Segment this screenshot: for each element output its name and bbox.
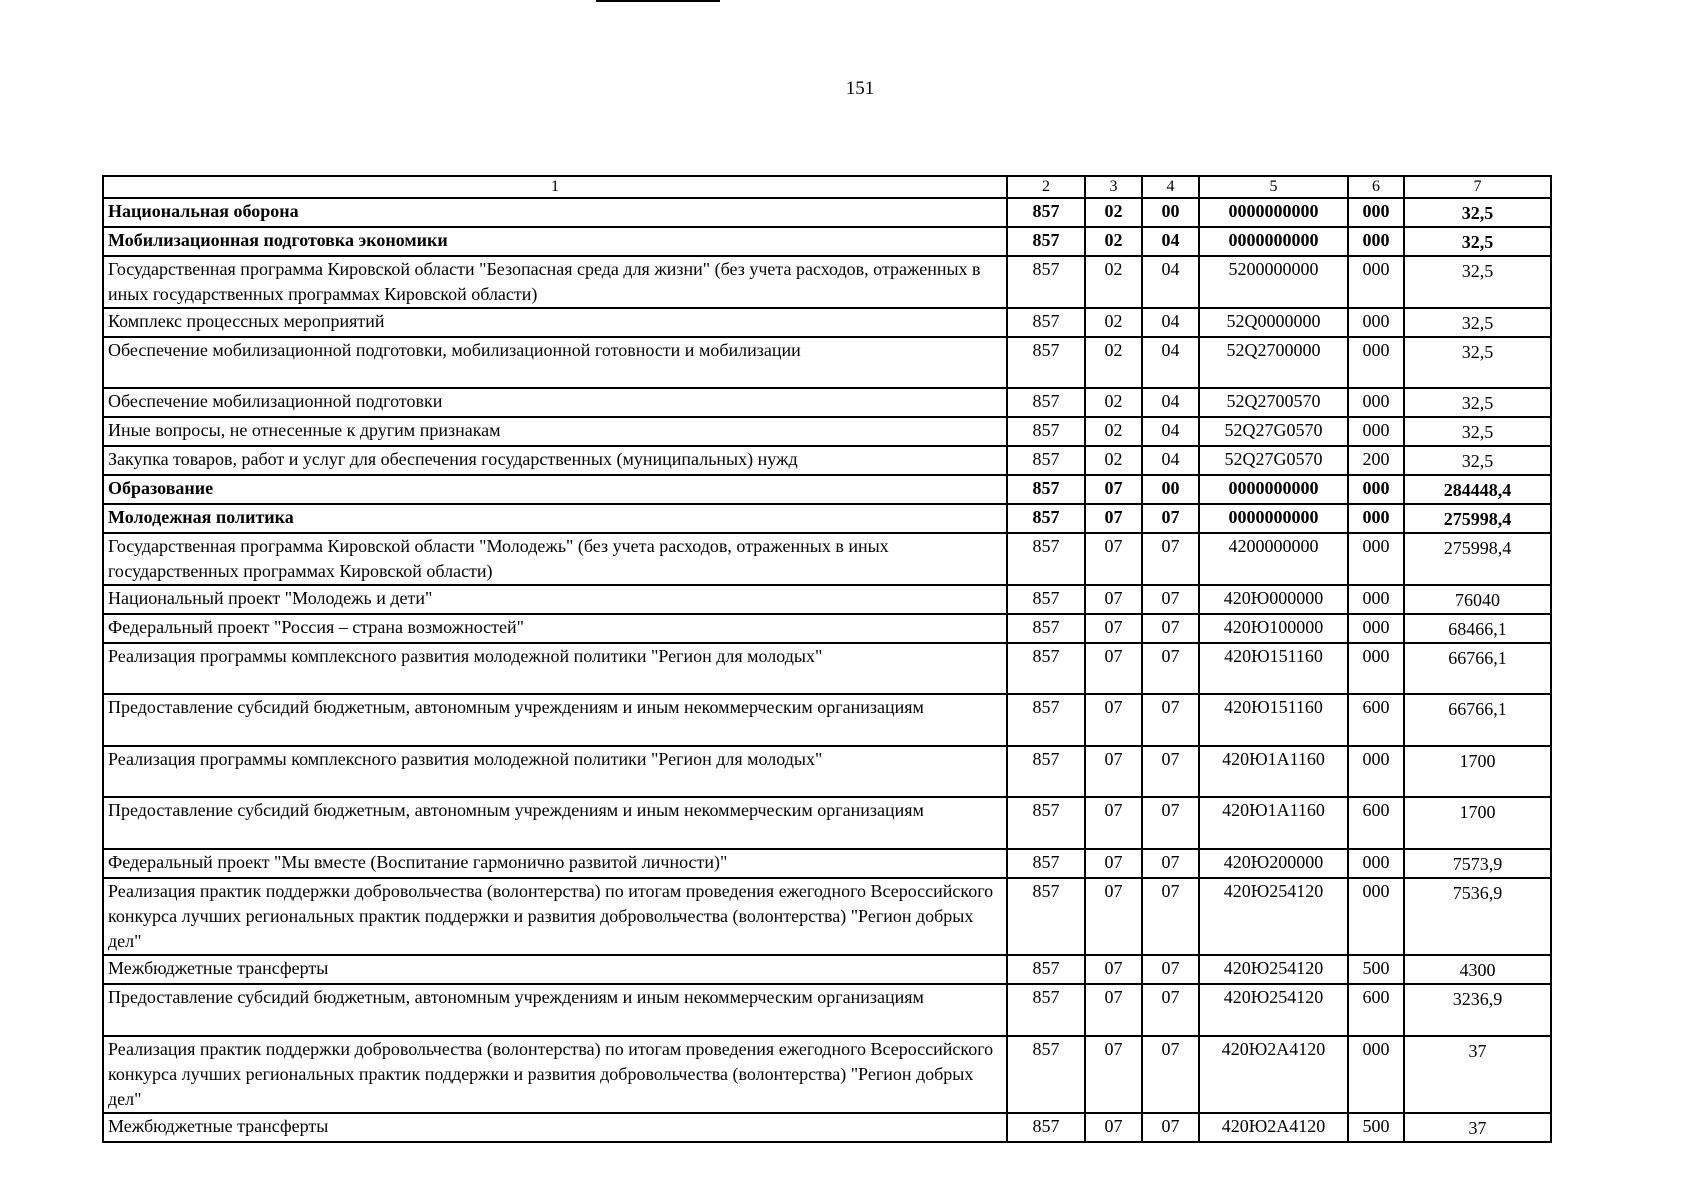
expense-type-cell: 000 (1348, 1036, 1404, 1113)
table-row (103, 256, 1551, 308)
table-body (103, 176, 1551, 1142)
amount-cell: 275998,4 (1404, 504, 1551, 533)
amount-cell: 32,5 (1404, 388, 1551, 417)
amount-cell: 37 (1404, 1113, 1551, 1142)
section-code-cell: 07 (1085, 694, 1142, 746)
amount-cell: 66766,1 (1404, 694, 1551, 746)
target-article-cell: 52Q0000000 (1199, 308, 1348, 337)
expense-type-cell: 000 (1348, 878, 1404, 955)
table-row (103, 797, 1551, 849)
item-name-cell: Закупка товаров, работ и услуг для обеспечения государственных (муниципальных) нужд (103, 446, 1007, 475)
item-name-cell: Реализация программы комплексного развития молодежной политики "Регион для молодых" (103, 746, 1007, 797)
column-header: 2 (1007, 176, 1085, 198)
table-row (103, 198, 1551, 227)
department-code-cell: 857 (1007, 585, 1085, 614)
item-name-cell: Федеральный проект "Мы вместе (Воспитание гармонично развитой личности)" (103, 849, 1007, 878)
amount-cell: 4300 (1404, 955, 1551, 984)
section-code-cell: 02 (1085, 388, 1142, 417)
expense-type-cell: 000 (1348, 849, 1404, 878)
expense-type-cell: 000 (1348, 614, 1404, 643)
department-code-cell: 857 (1007, 337, 1085, 388)
department-code-cell: 857 (1007, 308, 1085, 337)
table-row (103, 849, 1551, 878)
expense-type-cell: 000 (1348, 198, 1404, 227)
section-code-cell: 07 (1085, 797, 1142, 849)
subsection-code-cell: 07 (1142, 533, 1199, 585)
item-name-cell: Межбюджетные трансферты (103, 1113, 1007, 1142)
top-rule (596, 0, 720, 2)
item-name-cell: Реализация практик поддержки добровольчества (волонтерства) по итогам проведения ежегодного Всероссийского конкурса лучших региональных практик поддержки и развития добровольчества (волонтерства) "Регион добрых дел" (103, 1036, 1007, 1113)
subsection-code-cell: 07 (1142, 694, 1199, 746)
section-code-cell: 07 (1085, 614, 1142, 643)
budget-table (102, 175, 1552, 1143)
amount-cell: 32,5 (1404, 446, 1551, 475)
table-row (103, 388, 1551, 417)
target-article-cell: 420Ю2А4120 (1199, 1036, 1348, 1113)
section-code-cell: 02 (1085, 337, 1142, 388)
target-article-cell: 420Ю200000 (1199, 849, 1348, 878)
subsection-code-cell: 07 (1142, 849, 1199, 878)
item-name-cell: Обеспечение мобилизационной подготовки, мобилизационной готовности и мобилизации (103, 337, 1007, 388)
page-number: 151 (845, 78, 875, 99)
column-header: 4 (1142, 176, 1199, 198)
subsection-code-cell: 00 (1142, 198, 1199, 227)
department-code-cell: 857 (1007, 694, 1085, 746)
table-row (103, 504, 1551, 533)
amount-cell: 37 (1404, 1036, 1551, 1113)
expense-type-cell: 000 (1348, 227, 1404, 256)
section-code-cell: 07 (1085, 1036, 1142, 1113)
section-code-cell: 07 (1085, 504, 1142, 533)
department-code-cell: 857 (1007, 955, 1085, 984)
table-row (103, 1036, 1551, 1113)
subsection-code-cell: 04 (1142, 308, 1199, 337)
column-header: 1 (103, 176, 1007, 198)
target-article-cell: 52Q2700570 (1199, 388, 1348, 417)
item-name-cell: Обеспечение мобилизационной подготовки (103, 388, 1007, 417)
subsection-code-cell: 07 (1142, 746, 1199, 797)
amount-cell: 275998,4 (1404, 533, 1551, 585)
item-name-cell: Иные вопросы, не отнесенные к другим признакам (103, 417, 1007, 446)
department-code-cell: 857 (1007, 984, 1085, 1036)
amount-cell: 3236,9 (1404, 984, 1551, 1036)
table-row (103, 614, 1551, 643)
subsection-code-cell: 07 (1142, 1113, 1199, 1142)
target-article-cell: 420Ю151160 (1199, 643, 1348, 694)
department-code-cell: 857 (1007, 475, 1085, 504)
amount-cell: 68466,1 (1404, 614, 1551, 643)
subsection-code-cell: 04 (1142, 256, 1199, 308)
section-code-cell: 07 (1085, 984, 1142, 1036)
target-article-cell: 420Ю100000 (1199, 614, 1348, 643)
section-code-cell: 07 (1085, 585, 1142, 614)
amount-cell: 32,5 (1404, 308, 1551, 337)
item-name-cell: Федеральный проект "Россия – страна возможностей" (103, 614, 1007, 643)
item-name-cell: Реализация программы комплексного развития молодежной политики "Регион для молодых" (103, 643, 1007, 694)
subsection-code-cell: 07 (1142, 643, 1199, 694)
item-name-cell: Государственная программа Кировской области "Безопасная среда для жизни" (без учета расходов, отраженных в иных государственных программах Кировской области) (103, 256, 1007, 308)
amount-cell: 7536,9 (1404, 878, 1551, 955)
table-row (103, 746, 1551, 797)
target-article-cell: 420Ю254120 (1199, 878, 1348, 955)
target-article-cell: 420Ю000000 (1199, 585, 1348, 614)
section-code-cell: 07 (1085, 849, 1142, 878)
target-article-cell: 0000000000 (1199, 227, 1348, 256)
subsection-code-cell: 04 (1142, 388, 1199, 417)
expense-type-cell: 000 (1348, 256, 1404, 308)
target-article-cell: 0000000000 (1199, 475, 1348, 504)
expense-type-cell: 000 (1348, 585, 1404, 614)
target-article-cell: 420Ю2А4120 (1199, 1113, 1348, 1142)
target-article-cell: 420Ю254120 (1199, 955, 1348, 984)
department-code-cell: 857 (1007, 446, 1085, 475)
expense-type-cell: 500 (1348, 955, 1404, 984)
subsection-code-cell: 04 (1142, 227, 1199, 256)
expense-type-cell: 000 (1348, 388, 1404, 417)
table-row (103, 337, 1551, 388)
table-row (103, 417, 1551, 446)
department-code-cell: 857 (1007, 614, 1085, 643)
target-article-cell: 0000000000 (1199, 198, 1348, 227)
target-article-cell: 420Ю1А1160 (1199, 746, 1348, 797)
amount-cell: 32,5 (1404, 256, 1551, 308)
amount-cell: 284448,4 (1404, 475, 1551, 504)
section-code-cell: 02 (1085, 256, 1142, 308)
section-code-cell: 02 (1085, 227, 1142, 256)
section-code-cell: 07 (1085, 643, 1142, 694)
expense-type-cell: 500 (1348, 1113, 1404, 1142)
target-article-cell: 0000000000 (1199, 504, 1348, 533)
item-name-cell: Национальный проект "Молодежь и дети" (103, 585, 1007, 614)
section-code-cell: 07 (1085, 878, 1142, 955)
amount-cell: 32,5 (1404, 227, 1551, 256)
expense-type-cell: 600 (1348, 984, 1404, 1036)
amount-cell: 32,5 (1404, 337, 1551, 388)
table-row (103, 955, 1551, 984)
table-row (103, 308, 1551, 337)
subsection-code-cell: 04 (1142, 337, 1199, 388)
target-article-cell: 420Ю1А1160 (1199, 797, 1348, 849)
subsection-code-cell: 07 (1142, 984, 1199, 1036)
table-row (103, 227, 1551, 256)
subsection-code-cell: 07 (1142, 878, 1199, 955)
expense-type-cell: 000 (1348, 475, 1404, 504)
item-name-cell: Предоставление субсидий бюджетным, автономным учреждениям и иным некоммерческим организациям (103, 797, 1007, 849)
department-code-cell: 857 (1007, 227, 1085, 256)
target-article-cell: 52Q27G0570 (1199, 446, 1348, 475)
section-code-cell: 02 (1085, 198, 1142, 227)
subsection-code-cell: 04 (1142, 417, 1199, 446)
target-article-cell: 4200000000 (1199, 533, 1348, 585)
column-header: 5 (1199, 176, 1348, 198)
amount-cell: 7573,9 (1404, 849, 1551, 878)
department-code-cell: 857 (1007, 797, 1085, 849)
item-name-cell: Государственная программа Кировской области "Молодежь" (без учета расходов, отраженных в иных государственных программах Кировской области) (103, 533, 1007, 585)
section-code-cell: 07 (1085, 1113, 1142, 1142)
item-name-cell: Предоставление субсидий бюджетным, автономным учреждениям и иным некоммерческим организациям (103, 694, 1007, 746)
item-name-cell: Образование (103, 475, 1007, 504)
item-name-cell: Мобилизационная подготовка экономики (103, 227, 1007, 256)
item-name-cell: Межбюджетные трансферты (103, 955, 1007, 984)
subsection-code-cell: 07 (1142, 1036, 1199, 1113)
expense-type-cell: 000 (1348, 643, 1404, 694)
department-code-cell: 857 (1007, 533, 1085, 585)
section-code-cell: 07 (1085, 475, 1142, 504)
expense-type-cell: 000 (1348, 746, 1404, 797)
department-code-cell: 857 (1007, 388, 1085, 417)
item-name-cell: Молодежная политика (103, 504, 1007, 533)
subsection-code-cell: 07 (1142, 797, 1199, 849)
expense-type-cell: 000 (1348, 308, 1404, 337)
target-article-cell: 52Q27G0570 (1199, 417, 1348, 446)
target-article-cell: 420Ю254120 (1199, 984, 1348, 1036)
department-code-cell: 857 (1007, 1113, 1085, 1142)
section-code-cell: 07 (1085, 533, 1142, 585)
department-code-cell: 857 (1007, 746, 1085, 797)
target-article-cell: 420Ю151160 (1199, 694, 1348, 746)
expense-type-cell: 000 (1348, 533, 1404, 585)
item-name-cell: Предоставление субсидий бюджетным, автономным учреждениям и иным некоммерческим организациям (103, 984, 1007, 1036)
subsection-code-cell: 00 (1142, 475, 1199, 504)
subsection-code-cell: 07 (1142, 955, 1199, 984)
section-code-cell: 02 (1085, 446, 1142, 475)
expense-type-cell: 000 (1348, 337, 1404, 388)
table-row (103, 446, 1551, 475)
subsection-code-cell: 07 (1142, 585, 1199, 614)
department-code-cell: 857 (1007, 198, 1085, 227)
expense-type-cell: 600 (1348, 694, 1404, 746)
department-code-cell: 857 (1007, 417, 1085, 446)
table-row (103, 694, 1551, 746)
amount-cell: 32,5 (1404, 198, 1551, 227)
table-row (103, 643, 1551, 694)
section-code-cell: 02 (1085, 417, 1142, 446)
expense-type-cell: 000 (1348, 504, 1404, 533)
item-name-cell: Комплекс процессных мероприятий (103, 308, 1007, 337)
section-code-cell: 07 (1085, 746, 1142, 797)
subsection-code-cell: 07 (1142, 614, 1199, 643)
expense-type-cell: 600 (1348, 797, 1404, 849)
expense-type-cell: 000 (1348, 417, 1404, 446)
amount-cell: 32,5 (1404, 417, 1551, 446)
target-article-cell: 5200000000 (1199, 256, 1348, 308)
department-code-cell: 857 (1007, 504, 1085, 533)
table-row (103, 475, 1551, 504)
target-article-cell: 52Q2700000 (1199, 337, 1348, 388)
table-row (103, 585, 1551, 614)
amount-cell: 1700 (1404, 746, 1551, 797)
amount-cell: 66766,1 (1404, 643, 1551, 694)
section-code-cell: 07 (1085, 955, 1142, 984)
department-code-cell: 857 (1007, 878, 1085, 955)
column-header: 3 (1085, 176, 1142, 198)
department-code-cell: 857 (1007, 643, 1085, 694)
department-code-cell: 857 (1007, 1036, 1085, 1113)
section-code-cell: 02 (1085, 308, 1142, 337)
column-header: 6 (1348, 176, 1404, 198)
department-code-cell: 857 (1007, 849, 1085, 878)
column-header: 7 (1404, 176, 1551, 198)
amount-cell: 1700 (1404, 797, 1551, 849)
table-row (103, 533, 1551, 585)
header-row (103, 176, 1551, 198)
table-row (103, 1113, 1551, 1142)
amount-cell: 76040 (1404, 585, 1551, 614)
expense-type-cell: 200 (1348, 446, 1404, 475)
item-name-cell: Реализация практик поддержки добровольчества (волонтерства) по итогам проведения ежегодного Всероссийского конкурса лучших региональных практик поддержки и развития добровольчества (волонтерства) "Регион добрых дел" (103, 878, 1007, 955)
department-code-cell: 857 (1007, 256, 1085, 308)
table-row (103, 878, 1551, 955)
subsection-code-cell: 07 (1142, 504, 1199, 533)
table-row (103, 984, 1551, 1036)
subsection-code-cell: 04 (1142, 446, 1199, 475)
item-name-cell: Национальная оборона (103, 198, 1007, 227)
